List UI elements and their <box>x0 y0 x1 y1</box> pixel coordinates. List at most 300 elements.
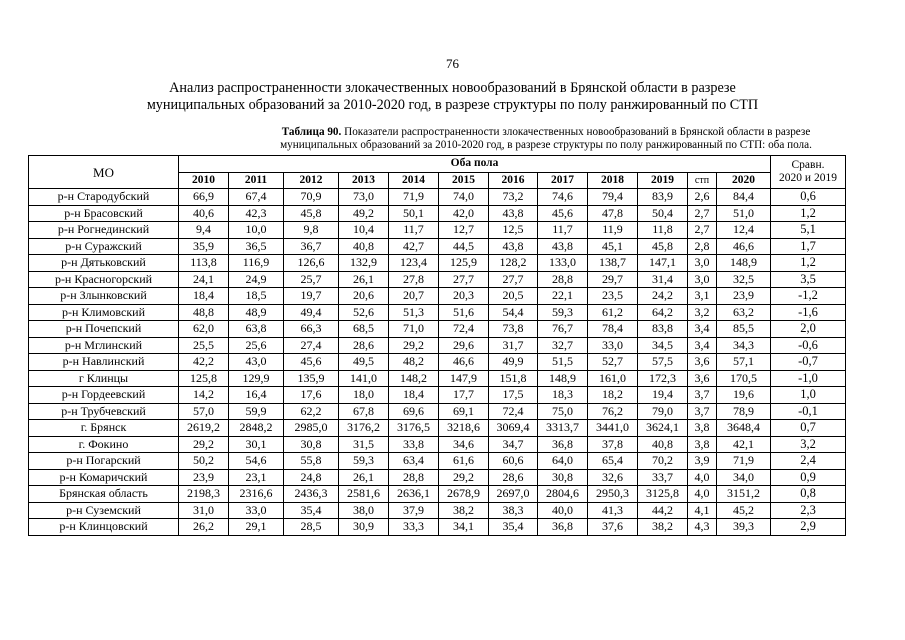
table-cell: 33,8 <box>389 436 439 453</box>
compare-cell: 0,8 <box>771 486 846 503</box>
row-label: р-н Рогнединский <box>29 222 179 239</box>
table-cell: 46,6 <box>717 238 771 255</box>
table-cell: 70,2 <box>638 453 688 470</box>
table-cell: 3,2 <box>688 304 717 321</box>
table-cell: 59,3 <box>538 304 588 321</box>
table-cell: 51,3 <box>389 304 439 321</box>
table-cell: 71,9 <box>717 453 771 470</box>
table-cell: 40,8 <box>638 436 688 453</box>
table-cell: 42,7 <box>389 238 439 255</box>
table-cell: 34,5 <box>638 337 688 354</box>
table-row <box>29 337 846 354</box>
table-cell: 27,8 <box>389 271 439 288</box>
row-label: р-н Трубчевский <box>29 403 179 420</box>
table-row <box>29 486 846 503</box>
table-cell: 2,8 <box>688 238 717 255</box>
row-label: г. Брянск <box>29 420 179 437</box>
compare-cell: 1,2 <box>771 205 846 222</box>
table-cell: 3,6 <box>688 370 717 387</box>
table-cell: 132,9 <box>339 255 389 272</box>
table-row <box>29 403 846 420</box>
table-cell: 67,4 <box>229 189 284 206</box>
table-cell: 36,5 <box>229 238 284 255</box>
table-cell: 57,0 <box>179 403 229 420</box>
table-cell: 34,3 <box>717 337 771 354</box>
table-cell: 50,4 <box>638 205 688 222</box>
row-label: р-н Брасовский <box>29 205 179 222</box>
table-cell: 141,0 <box>339 370 389 387</box>
table-cell: 40,6 <box>179 205 229 222</box>
table-cell: 45,2 <box>717 502 771 519</box>
compare-cell: -0,1 <box>771 403 846 420</box>
table-cell: 37,8 <box>588 436 638 453</box>
compare-cell: -1,6 <box>771 304 846 321</box>
table-cell: 46,6 <box>439 354 489 371</box>
row-label: р-н Дятьковский <box>29 255 179 272</box>
table-cell: 133,0 <box>538 255 588 272</box>
table-cell: 78,4 <box>588 321 638 338</box>
table-cell: 52,6 <box>339 304 389 321</box>
caption-line-2: муниципальных образований за 2010-2020 год, в разрезе структуры по полу ранжированный по СТП: оба пола. <box>280 139 812 151</box>
table-cell: 60,6 <box>489 453 538 470</box>
table-cell: 43,8 <box>489 205 538 222</box>
table-cell: 148,9 <box>538 370 588 387</box>
table-cell: 30,1 <box>229 436 284 453</box>
table-cell: 29,2 <box>389 337 439 354</box>
table-cell: 2636,1 <box>389 486 439 503</box>
table-cell: 10,0 <box>229 222 284 239</box>
table-cell: 75,0 <box>538 403 588 420</box>
compare-cell: 2,3 <box>771 502 846 519</box>
table-caption <box>230 126 862 152</box>
table-cell: 23,1 <box>229 469 284 486</box>
table-cell: 71,0 <box>389 321 439 338</box>
table-cell: 34,0 <box>717 469 771 486</box>
table-cell: 30,8 <box>538 469 588 486</box>
table-cell: 54,6 <box>229 453 284 470</box>
table-cell: 3176,5 <box>389 420 439 437</box>
table-cell: 44,5 <box>439 238 489 255</box>
table-cell: 49,9 <box>489 354 538 371</box>
table-cell: 85,5 <box>717 321 771 338</box>
table-cell: 64,0 <box>538 453 588 470</box>
row-label: р-н Красногорский <box>29 271 179 288</box>
table-cell: 113,8 <box>179 255 229 272</box>
table-cell: 31,4 <box>638 271 688 288</box>
table-cell: 19,6 <box>717 387 771 404</box>
table-row <box>29 271 846 288</box>
table-cell: 20,7 <box>389 288 439 305</box>
table-cell: 40,8 <box>339 238 389 255</box>
table-row <box>29 420 846 437</box>
table-cell: 2436,3 <box>284 486 339 503</box>
table-cell: 123,4 <box>389 255 439 272</box>
table-cell: 32,7 <box>538 337 588 354</box>
table-cell: 161,0 <box>588 370 638 387</box>
table-cell: 38,0 <box>339 502 389 519</box>
table-cell: 3624,1 <box>638 420 688 437</box>
table-cell: 35,4 <box>489 519 538 536</box>
table-cell: 33,7 <box>638 469 688 486</box>
row-label: р-н Злынковский <box>29 288 179 305</box>
table-cell: 20,3 <box>439 288 489 305</box>
table-cell: 30,9 <box>339 519 389 536</box>
table-cell: 17,7 <box>439 387 489 404</box>
compare-cell: 1,2 <box>771 255 846 272</box>
table-cell: 78,9 <box>717 403 771 420</box>
table-row <box>29 321 846 338</box>
table-cell: 147,9 <box>439 370 489 387</box>
table-cell: 65,4 <box>588 453 638 470</box>
table-cell: 17,5 <box>489 387 538 404</box>
table-cell: 148,9 <box>717 255 771 272</box>
column-header-2017: 2017 <box>538 172 588 189</box>
table-cell: 63,4 <box>389 453 439 470</box>
table-cell: 45,6 <box>284 354 339 371</box>
row-label: г Клинцы <box>29 370 179 387</box>
table-cell: 38,2 <box>638 519 688 536</box>
column-header-compare <box>771 156 846 189</box>
row-label: р-н Комаричский <box>29 469 179 486</box>
table-cell: 51,6 <box>439 304 489 321</box>
table-cell: 74,0 <box>439 189 489 206</box>
table-cell: 37,6 <box>588 519 638 536</box>
table-cell: 74,6 <box>538 189 588 206</box>
table-cell: 129,9 <box>229 370 284 387</box>
data-table <box>28 155 846 536</box>
heading-line-1: Анализ распространенности злокачественных новообразований в Брянской области в разрезе <box>169 80 736 96</box>
table-cell: 25,7 <box>284 271 339 288</box>
table-cell: 27,7 <box>489 271 538 288</box>
compare-header-line-2: 2020 и 2019 <box>779 172 837 184</box>
table-cell: 19,4 <box>638 387 688 404</box>
table-cell: 151,8 <box>489 370 538 387</box>
table-cell: 26,1 <box>339 469 389 486</box>
table-cell: 9,8 <box>284 222 339 239</box>
table-cell: 2,6 <box>688 189 717 206</box>
table-cell: 2,7 <box>688 205 717 222</box>
table-cell: 29,7 <box>588 271 638 288</box>
table-cell: 73,2 <box>489 189 538 206</box>
table-body <box>29 189 846 536</box>
table-cell: 138,7 <box>588 255 638 272</box>
compare-cell: -1,2 <box>771 288 846 305</box>
column-header-2014: 2014 <box>389 172 439 189</box>
table-cell: 4,3 <box>688 519 717 536</box>
table-cell: 29,1 <box>229 519 284 536</box>
table-cell: 83,8 <box>638 321 688 338</box>
table-cell: 2619,2 <box>179 420 229 437</box>
table-cell: 18,3 <box>538 387 588 404</box>
column-header-2019: 2019 <box>638 172 688 189</box>
table-cell: 22,1 <box>538 288 588 305</box>
table-cell: 12,5 <box>489 222 538 239</box>
row-label: р-н Стародубский <box>29 189 179 206</box>
table-cell: 84,4 <box>717 189 771 206</box>
table-cell: 24,9 <box>229 271 284 288</box>
table-cell: 39,3 <box>717 519 771 536</box>
table-cell: 54,4 <box>489 304 538 321</box>
table-cell: 29,2 <box>439 469 489 486</box>
table-cell: 61,6 <box>439 453 489 470</box>
table-cell: 52,7 <box>588 354 638 371</box>
table-cell: 3,0 <box>688 255 717 272</box>
compare-cell: 3,5 <box>771 271 846 288</box>
table-cell: 18,0 <box>339 387 389 404</box>
compare-cell: 1,0 <box>771 387 846 404</box>
table-cell: 55,8 <box>284 453 339 470</box>
table-cell: 23,9 <box>717 288 771 305</box>
row-label: р-н Суражский <box>29 238 179 255</box>
table-cell: 51,0 <box>717 205 771 222</box>
table-cell: 57,1 <box>717 354 771 371</box>
table-row <box>29 222 846 239</box>
table-cell: 41,3 <box>588 502 638 519</box>
table-cell: 63,2 <box>717 304 771 321</box>
table-row <box>29 304 846 321</box>
table-cell: 33,0 <box>229 502 284 519</box>
table-cell: 2950,3 <box>588 486 638 503</box>
document-heading <box>60 80 845 114</box>
table-cell: 66,3 <box>284 321 339 338</box>
table-row <box>29 370 846 387</box>
column-header-2018: 2018 <box>588 172 638 189</box>
table-cell: 34,7 <box>489 436 538 453</box>
column-header-2013: 2013 <box>339 172 389 189</box>
table-cell: 33,3 <box>389 519 439 536</box>
table-row <box>29 354 846 371</box>
table-row <box>29 502 846 519</box>
table-cell: 45,8 <box>638 238 688 255</box>
table-cell: 2697,0 <box>489 486 538 503</box>
compare-cell: 0,6 <box>771 189 846 206</box>
table-row <box>29 519 846 536</box>
table-cell: 69,1 <box>439 403 489 420</box>
column-header-stp: стп <box>688 172 717 189</box>
table-cell: 3648,4 <box>717 420 771 437</box>
table-cell: 23,5 <box>588 288 638 305</box>
table-cell: 27,4 <box>284 337 339 354</box>
table-cell: 38,2 <box>439 502 489 519</box>
table-row <box>29 453 846 470</box>
table-cell: 33,0 <box>588 337 638 354</box>
table-cell: 62,0 <box>179 321 229 338</box>
table-cell: 57,5 <box>638 354 688 371</box>
table-cell: 50,1 <box>389 205 439 222</box>
table-cell: 2804,6 <box>538 486 588 503</box>
table-cell: 45,8 <box>284 205 339 222</box>
table-cell: 59,9 <box>229 403 284 420</box>
table-cell: 31,0 <box>179 502 229 519</box>
compare-cell: 5,1 <box>771 222 846 239</box>
compare-cell: -1,0 <box>771 370 846 387</box>
table-cell: 66,9 <box>179 189 229 206</box>
table-cell: 11,8 <box>638 222 688 239</box>
table-cell: 19,7 <box>284 288 339 305</box>
table-cell: 76,7 <box>538 321 588 338</box>
table-cell: 170,5 <box>717 370 771 387</box>
table-cell: 29,2 <box>179 436 229 453</box>
table-cell: 2198,3 <box>179 486 229 503</box>
table-cell: 135,9 <box>284 370 339 387</box>
table-cell: 48,9 <box>229 304 284 321</box>
caption-line-1 <box>230 126 862 139</box>
column-header-2020: 2020 <box>717 172 771 189</box>
heading-line-2: муниципальных образований за 2010-2020 год, в разрезе структуры по полу ранжированный по СТП <box>146 97 759 113</box>
compare-cell: -0,6 <box>771 337 846 354</box>
table-cell: 73,8 <box>489 321 538 338</box>
table-cell: 42,0 <box>439 205 489 222</box>
table-cell: 73,0 <box>339 189 389 206</box>
table-cell: 36,8 <box>538 519 588 536</box>
caption-text-1: Показатели распространенности злокачественных новообразований в Брянской области в разрезе <box>341 126 811 138</box>
table-cell: 2678,9 <box>439 486 489 503</box>
table-cell: 3,8 <box>688 420 717 437</box>
table-cell: 3151,2 <box>717 486 771 503</box>
table-cell: 16,4 <box>229 387 284 404</box>
table-cell: 3,4 <box>688 321 717 338</box>
table-cell: 68,5 <box>339 321 389 338</box>
table-cell: 12,4 <box>717 222 771 239</box>
table-cell: 20,5 <box>489 288 538 305</box>
table-cell: 32,5 <box>717 271 771 288</box>
compare-cell: 0,9 <box>771 469 846 486</box>
table-cell: 11,7 <box>389 222 439 239</box>
table-cell: 83,9 <box>638 189 688 206</box>
table-cell: 3,9 <box>688 453 717 470</box>
table-cell: 3069,4 <box>489 420 538 437</box>
table-row <box>29 205 846 222</box>
table-cell: 42,1 <box>717 436 771 453</box>
table-cell: 24,2 <box>638 288 688 305</box>
table-cell: 11,9 <box>588 222 638 239</box>
table-cell: 3,4 <box>688 337 717 354</box>
table-cell: 63,8 <box>229 321 284 338</box>
table-cell: 79,0 <box>638 403 688 420</box>
column-header-2015: 2015 <box>439 172 489 189</box>
table-cell: 28,6 <box>339 337 389 354</box>
table-cell: 3,0 <box>688 271 717 288</box>
table-cell: 23,9 <box>179 469 229 486</box>
table-cell: 3,7 <box>688 403 717 420</box>
table-cell: 3218,6 <box>439 420 489 437</box>
column-header-2010: 2010 <box>179 172 229 189</box>
header-row-1 <box>29 156 846 173</box>
table-cell: 43,8 <box>489 238 538 255</box>
table-cell: 2,7 <box>688 222 717 239</box>
table-cell: 28,8 <box>538 271 588 288</box>
table-cell: 17,6 <box>284 387 339 404</box>
table-cell: 34,6 <box>439 436 489 453</box>
table-cell: 148,2 <box>389 370 439 387</box>
compare-cell: -0,7 <box>771 354 846 371</box>
table-cell: 4,1 <box>688 502 717 519</box>
table-cell: 49,5 <box>339 354 389 371</box>
table-row <box>29 255 846 272</box>
page-number: 76 <box>446 56 459 71</box>
table-cell: 47,8 <box>588 205 638 222</box>
row-label: р-н Мглинский <box>29 337 179 354</box>
table-cell: 25,6 <box>229 337 284 354</box>
table-cell: 28,6 <box>489 469 538 486</box>
table-cell: 76,2 <box>588 403 638 420</box>
table-cell: 147,1 <box>638 255 688 272</box>
table-cell: 125,8 <box>179 370 229 387</box>
table-cell: 69,6 <box>389 403 439 420</box>
table-cell: 27,7 <box>439 271 489 288</box>
table-cell: 125,9 <box>439 255 489 272</box>
table-cell: 12,7 <box>439 222 489 239</box>
table-cell: 2848,2 <box>229 420 284 437</box>
table-cell: 32,6 <box>588 469 638 486</box>
table-cell: 49,2 <box>339 205 389 222</box>
table-cell: 3313,7 <box>538 420 588 437</box>
table-cell: 37,9 <box>389 502 439 519</box>
table-row <box>29 288 846 305</box>
table-cell: 40,0 <box>538 502 588 519</box>
compare-cell: 0,7 <box>771 420 846 437</box>
table-row <box>29 189 846 206</box>
row-label: р-н Климовский <box>29 304 179 321</box>
table-cell: 10,4 <box>339 222 389 239</box>
table-cell: 2985,0 <box>284 420 339 437</box>
table-cell: 4,0 <box>688 486 717 503</box>
table-cell: 11,7 <box>538 222 588 239</box>
table-cell: 43,8 <box>538 238 588 255</box>
row-label: р-н Навлинский <box>29 354 179 371</box>
table-cell: 44,2 <box>638 502 688 519</box>
table-cell: 48,8 <box>179 304 229 321</box>
table-cell: 42,3 <box>229 205 284 222</box>
caption-label: Таблица 90. <box>281 126 342 138</box>
table-cell: 20,6 <box>339 288 389 305</box>
compare-cell: 3,2 <box>771 436 846 453</box>
column-header-2011: 2011 <box>229 172 284 189</box>
table-cell: 26,1 <box>339 271 389 288</box>
column-header-2012: 2012 <box>284 172 339 189</box>
table-cell: 3,8 <box>688 436 717 453</box>
table-cell: 62,2 <box>284 403 339 420</box>
table-cell: 49,4 <box>284 304 339 321</box>
table-cell: 3176,2 <box>339 420 389 437</box>
table-cell: 18,4 <box>389 387 439 404</box>
table-cell: 4,0 <box>688 469 717 486</box>
row-label: г. Фокино <box>29 436 179 453</box>
table-cell: 128,2 <box>489 255 538 272</box>
table-cell: 26,2 <box>179 519 229 536</box>
table-cell: 18,5 <box>229 288 284 305</box>
table-row <box>29 436 846 453</box>
table-cell: 67,8 <box>339 403 389 420</box>
table-cell: 25,5 <box>179 337 229 354</box>
table-cell: 9,4 <box>179 222 229 239</box>
table-cell: 172,3 <box>638 370 688 387</box>
row-label: р-н Почепский <box>29 321 179 338</box>
table-cell: 31,5 <box>339 436 389 453</box>
table-cell: 36,7 <box>284 238 339 255</box>
table-cell: 45,6 <box>538 205 588 222</box>
table-cell: 2581,6 <box>339 486 389 503</box>
table-cell: 64,2 <box>638 304 688 321</box>
table-cell: 72,4 <box>439 321 489 338</box>
table-cell: 43,0 <box>229 354 284 371</box>
table-cell: 48,2 <box>389 354 439 371</box>
row-label: р-н Погарский <box>29 453 179 470</box>
table-cell: 3,1 <box>688 288 717 305</box>
table-cell: 72,4 <box>489 403 538 420</box>
table-cell: 35,4 <box>284 502 339 519</box>
table-cell: 29,6 <box>439 337 489 354</box>
